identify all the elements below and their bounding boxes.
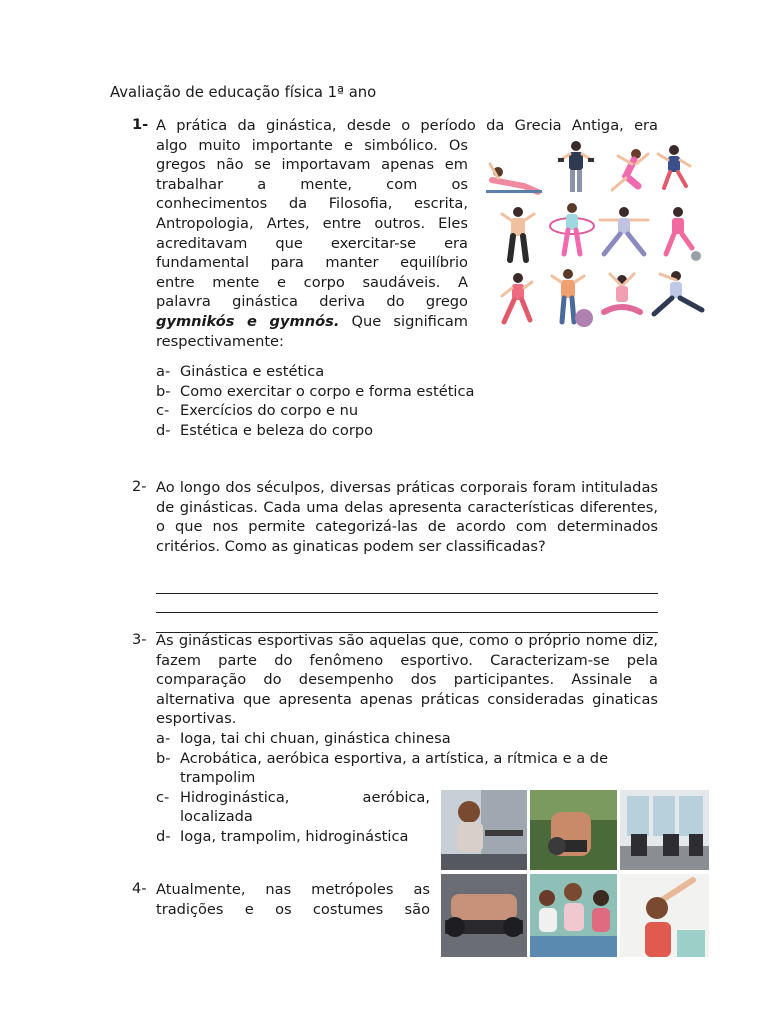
group-class-photo-icon	[530, 874, 617, 957]
figure-run-icon	[502, 273, 532, 322]
text-line: A prática da ginástica, desde o período da Grecia Antiga, era	[156, 117, 658, 134]
option-letter: d-	[156, 421, 171, 439]
question-text	[156, 631, 658, 729]
option-b[interactable]	[156, 749, 658, 788]
option-b[interactable]	[156, 382, 636, 402]
question-paragraph: Atualmente, nas metrópoles as tradições e os costumes são	[156, 881, 430, 918]
option-letter: b-	[156, 382, 171, 400]
question-paragraph: As ginásticas esportivas são aquelas que, como o próprio nome diz, fazem parte do fenômeno esportivo. Caracterizam-se pela comparação do desempenho dos participantes. Assinale a alternativa que apresenta apenas práticas consideradas ginaticas esportivas.	[156, 632, 658, 728]
answer-line[interactable]	[156, 594, 658, 614]
exercise-figures-icon	[484, 140, 706, 330]
text-line: algo muito importante e simbólico. Os	[156, 136, 468, 154]
figure-side-lunge-icon	[654, 271, 702, 314]
answer-line[interactable]	[156, 613, 658, 633]
question-text	[156, 880, 430, 919]
figure-weights-icon	[502, 207, 534, 260]
text-line: gregos não se importavam apenas em	[156, 156, 468, 174]
greek-terms: gymnikós e gymnós.	[156, 312, 340, 330]
option-text: Ginástica e estética	[180, 363, 325, 380]
answer-lines[interactable]	[156, 574, 658, 633]
gym-photos-icon	[441, 790, 709, 957]
option-text: Exercícios do corpo e nu	[180, 402, 359, 420]
option-letter: a-	[156, 363, 171, 380]
question-number: 1-	[132, 116, 149, 133]
option-text: Como exercitar o corpo e forma estética	[180, 382, 475, 400]
question-paragraph: Ao longo dos séculpos, diversas práticas corporais foram intituladas de ginásticas. Cada uma delas apresenta características diferentes, o que nos permite categorizá-las de acordo com determinados critérios. Como as ginaticas podem ser classificadas?	[156, 479, 658, 555]
option-text: Hidroginástica, aeróbica, localizada	[180, 788, 430, 826]
text-line: palavra ginástica deriva do grego	[156, 293, 468, 311]
text-line	[156, 312, 468, 332]
text-line: Antropologia, Artes, entre outros. Eles	[156, 214, 468, 232]
option-letter: c-	[156, 402, 170, 420]
figure-stretch-icon	[612, 149, 648, 190]
dumbbell-photo-icon	[530, 790, 617, 870]
text-line: acreditavam que exercitar-se era	[156, 234, 468, 252]
answer-line[interactable]	[156, 574, 658, 594]
option-a[interactable]	[156, 362, 636, 382]
text-line: entre mente e corpo saudáveis. A	[156, 273, 468, 291]
option-text: Ioga, tai chi chuan, ginástica chinesa	[180, 730, 451, 747]
text-line: fundamental para manter equilíbrio	[156, 254, 468, 272]
question-number: 4-	[132, 880, 147, 897]
option-c[interactable]	[156, 401, 636, 421]
options-list	[156, 362, 636, 440]
option-letter: d-	[156, 827, 171, 845]
figure-meditate-icon	[604, 274, 640, 312]
figure-warrior-icon	[600, 207, 648, 254]
option-letter: a-	[156, 730, 171, 747]
figure-jump-icon	[658, 145, 690, 188]
option-a[interactable]	[156, 729, 658, 749]
text-line: trabalhar a mente, com os	[156, 175, 468, 193]
text-line: respectivamente:	[156, 332, 284, 350]
option-text: Acrobática, aeróbica esportiva, a artística, a rítmica e a de trampolim	[180, 749, 609, 787]
question-4	[132, 880, 432, 924]
question-text	[156, 116, 658, 136]
option-letter: b-	[156, 749, 171, 767]
option-d[interactable]	[156, 421, 636, 441]
question-number: 3-	[132, 631, 147, 648]
figure-hoop-icon	[550, 203, 594, 254]
option-text: Estética e beleza do corpo	[180, 421, 374, 439]
text-fragment: Que significam	[339, 312, 469, 330]
stretching-photo-icon	[620, 874, 709, 957]
figure-plank-icon	[486, 164, 542, 193]
gym-room-photo-icon	[620, 790, 709, 870]
treadmill-photo-icon	[441, 790, 527, 870]
question-text-wrapped	[156, 136, 468, 352]
option-c[interactable]	[156, 788, 430, 827]
question-2	[132, 478, 658, 628]
page-title: Avaliação de educação física 1ª ano	[110, 84, 377, 101]
figure-dumbbell-icon	[558, 141, 594, 192]
figure-ball-icon	[552, 269, 593, 327]
weights-photo-icon	[441, 874, 527, 957]
figure-lunge-icon	[666, 207, 701, 261]
question-text	[156, 478, 658, 556]
option-text: Ioga, trampolim, hidroginástica	[180, 827, 409, 845]
question-number: 2-	[132, 478, 147, 495]
text-line: conhecimentos da Filosofia, escrita,	[156, 195, 468, 213]
option-letter: c-	[156, 788, 170, 806]
